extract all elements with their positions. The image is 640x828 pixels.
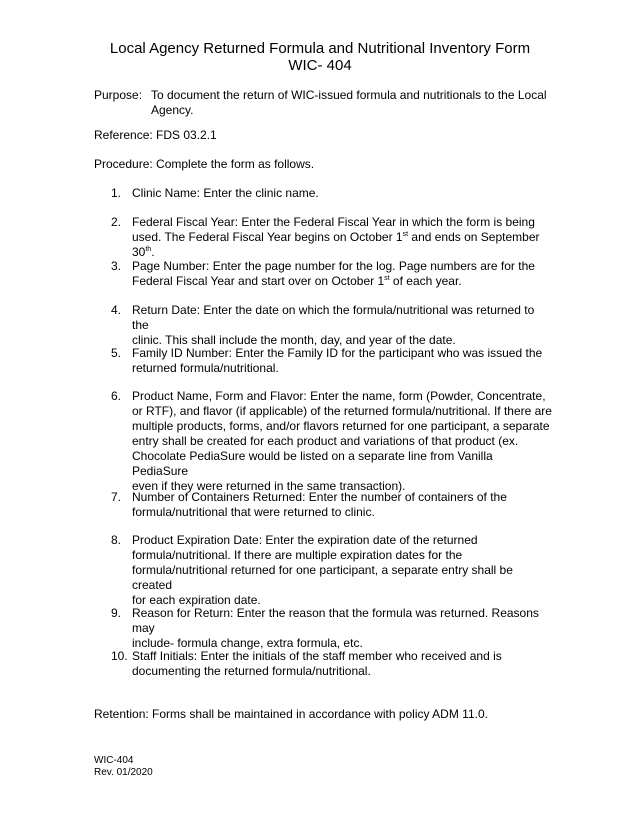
item-text: returned formula/nutritional. — [132, 361, 279, 375]
footer-form-id: WIC-404 — [94, 755, 134, 766]
item-text: Enter the number of containers of the — [308, 490, 507, 504]
item-text: formula/nutritional. If there are multiple expiration dates for the — [132, 548, 463, 562]
item-text: Enter the date on which the formula/nutritional was returned to the — [132, 303, 535, 332]
item-text: include- formula change, extra formula, etc. — [132, 636, 363, 650]
item-text: for each expiration date. — [132, 593, 261, 607]
item-text: Chocolate PediaSure would be listed on a separate line from Vanilla PediaSure — [132, 449, 493, 478]
item-text: Enter the reason that the formula was returned. Reasons may — [132, 606, 539, 635]
item-number: 6. — [111, 389, 122, 403]
retention-line: Retention: Forms shall be maintained in accordance with policy ADM 11.0. — [94, 707, 488, 721]
item-text: Enter the expiration date of the returned — [265, 533, 478, 547]
item-label: Product Expiration Date: — [132, 533, 263, 547]
item-label: Number of Containers Returned: — [132, 490, 306, 504]
item-text: Enter the Family ID for the participant who was issued the — [235, 346, 543, 360]
procedure-line: Procedure: Complete the form as follows. — [94, 157, 315, 171]
item-number: 5. — [111, 346, 122, 360]
item-label: Clinic Name: — [132, 186, 201, 200]
item-label: Product Name, Form and Flavor: — [132, 389, 307, 403]
form-number-title: WIC- 404 — [288, 57, 352, 74]
item-text: used. The Federal Fiscal Year begins on October 1 — [132, 230, 403, 244]
item-number: 1. — [111, 186, 122, 200]
purpose-label: Purpose: — [94, 88, 143, 102]
item-number: 4. — [111, 303, 122, 317]
purpose-line-1: To document the return of WIC-issued formula and nutritionals to the Local — [151, 88, 547, 102]
item-text: Enter the Federal Fiscal Year in which the form is being — [241, 215, 535, 229]
superscript: st — [402, 231, 409, 238]
item-number: 10. — [111, 649, 128, 663]
item-text: formula/nutritional that were returned to clinic. — [132, 505, 375, 519]
item-text: Federal Fiscal Year and start over on October 1 — [132, 274, 385, 288]
item-text: Enter the page number for the log. Page numbers are for the — [212, 259, 535, 273]
item-text: documenting the returned formula/nutritional. — [132, 664, 371, 678]
item-text: entry shall be created for each product and variations of that product (ex. — [132, 434, 519, 448]
item-label: Family ID Number: — [132, 346, 233, 360]
item-text: Enter the clinic name. — [203, 186, 319, 200]
item-text: formula/nutritional returned for one participant, a separate entry shall be created — [132, 563, 513, 592]
item-label: Federal Fiscal Year: — [132, 215, 239, 229]
item-text: or RTF), and flavor (if applicable) of the returned formula/nutritional. If there are — [132, 404, 552, 418]
item-number: 9. — [111, 606, 122, 620]
footer-revision: Rev. 01/2020 — [94, 767, 153, 778]
item-label: Reason for Return: — [132, 606, 234, 620]
purpose-text — [151, 88, 551, 118]
item-number: 8. — [111, 533, 122, 547]
document-title: Local Agency Returned Formula and Nutritional Inventory Form — [109, 40, 531, 57]
item-label: Staff Initials: — [132, 649, 198, 663]
item-text: multiple products, forms, and/or flavors returned for one participant, a separate — [132, 419, 550, 433]
superscript: st — [384, 275, 390, 282]
superscript: th — [145, 246, 152, 253]
item-text: Enter the initials of the staff member who received and is — [200, 649, 502, 663]
reference-line: Reference: FDS 03.2.1 — [94, 128, 217, 142]
item-text: Enter the name, form (Powder, Concentrate, — [310, 389, 546, 403]
purpose-line-2: Agency. — [151, 103, 194, 117]
item-number: 3. — [111, 259, 122, 273]
item-text: even if they were returned in the same transaction). — [132, 479, 406, 493]
item-text: of each year. — [389, 274, 462, 288]
item-text: clinic. This shall include the month, day, and year of the date. — [132, 333, 456, 347]
item-label: Page Number: — [132, 259, 210, 273]
item-number: 7. — [111, 490, 122, 504]
item-text: . — [151, 245, 155, 259]
item-text: and ends on September 30 — [132, 230, 540, 259]
item-number: 2. — [111, 215, 122, 229]
item-label: Return Date: — [132, 303, 201, 317]
